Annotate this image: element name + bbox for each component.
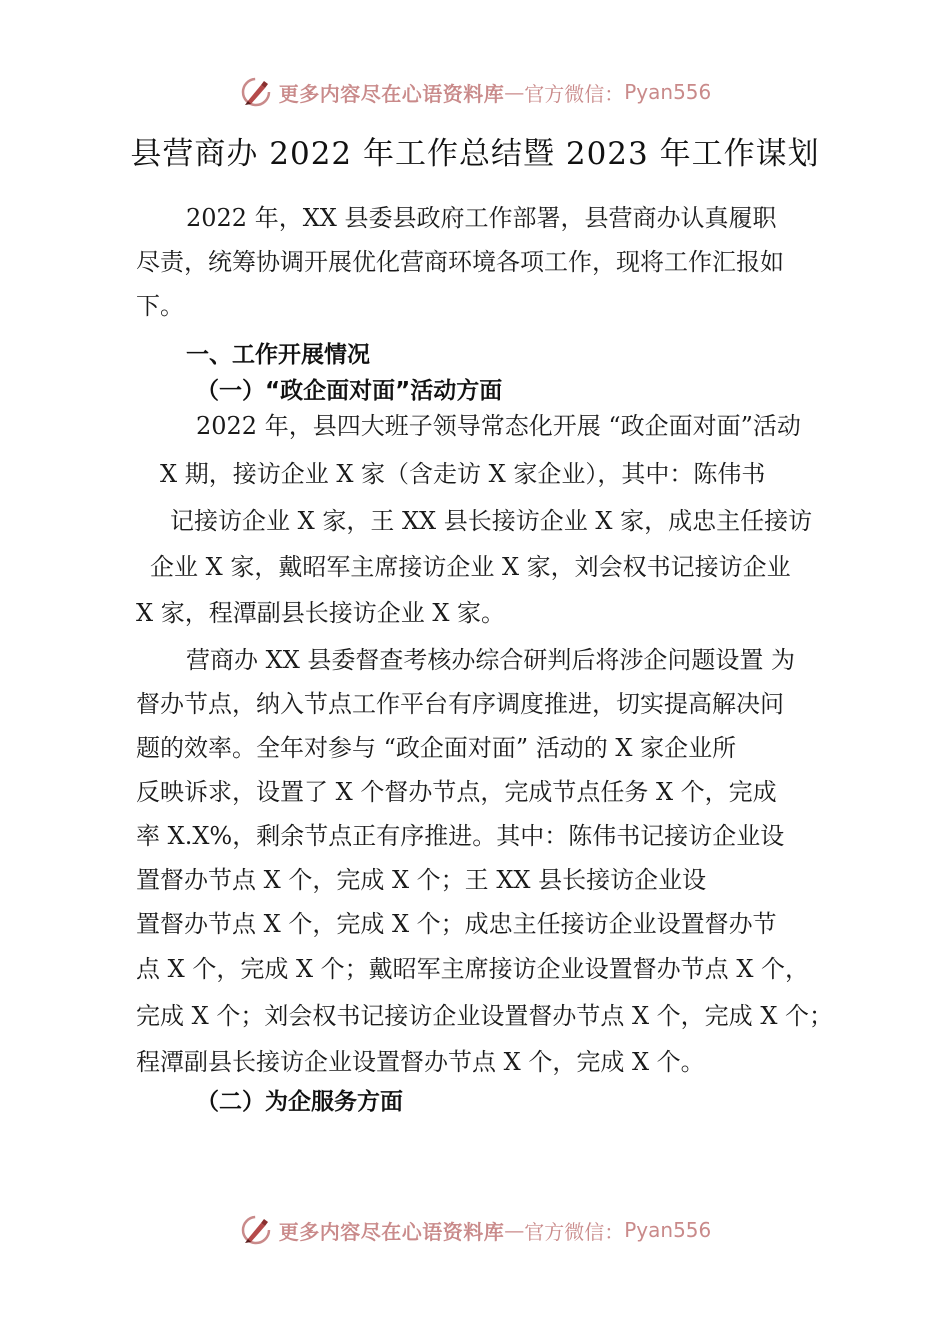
subsection-heading: （一）“政企面对面”活动方面	[196, 378, 503, 404]
para2-line: 反映诉求，设置了 X 个督办节点，完成节点任务 X 个，完成	[136, 778, 777, 806]
para1-line: X 家，程潭副县长接访企业 X 家。	[136, 599, 506, 627]
watermark-wechat-id: Pyan556	[624, 80, 712, 104]
para2-line: 营商办 XX 县委督查考核办综合研判后将涉企问题设置 为	[186, 646, 796, 674]
para2-line: 程潭副县长接访企业设置督办节点 X 个，完成 X 个。	[136, 1048, 705, 1076]
para1-line: 2022 年，县四大班子领导常态化开展 “政企面对面”活动	[196, 412, 801, 440]
para2-line: 完成 X 个；刘会权书记接访企业设置督办节点 X 个，完成 X 个；	[136, 1002, 834, 1030]
para2-line: 督办节点，纳入节点工作平台有序调度推进，切实提高解决问	[136, 690, 784, 718]
pen-logo-icon	[239, 75, 273, 109]
para1-line: 企业 X 家，戴昭军主席接访企业 X 家，刘会权书记接访企业	[150, 553, 791, 581]
watermark-wechat-label: 官方微信：	[524, 81, 625, 106]
intro-line: 下。	[136, 292, 184, 320]
watermark-banner-bottom	[0, 1210, 950, 1250]
para2-line: 点 X 个，完成 X 个；戴昭军主席接访企业设置督办节点 X 个，	[136, 955, 810, 983]
intro-line: 2022 年，XX 县委县政府工作部署，县营商办认真履职	[186, 204, 777, 232]
watermark-wechat-id: Pyan556	[624, 1218, 712, 1242]
watermark-separator: —	[504, 80, 525, 104]
watermark-text: 更多内容尽在心语资料库	[278, 1219, 505, 1244]
watermark-wechat-label: 官方微信：	[524, 1219, 625, 1244]
para2-line: 题的效率。全年对参与 “政企面对面” 活动的 X 家企业所	[136, 734, 737, 762]
watermark-separator: —	[504, 1218, 525, 1242]
para1-line: X 期，接访企业 X 家（含走访 X 家企业），其中：陈伟书	[160, 460, 766, 488]
para2-line: 置督办节点 X 个，完成 X 个；王 XX 县长接访企业设	[136, 866, 707, 894]
watermark-banner-top	[0, 72, 950, 112]
subsection-heading: （二）为企服务方面	[196, 1089, 403, 1115]
para1-line: 记接访企业 X 家，王 XX 县长接访企业 X 家，成忠主任接访	[170, 507, 813, 535]
pen-logo-icon	[239, 1213, 273, 1247]
para2-line: 置督办节点 X 个，完成 X 个；成忠主任接访企业设置督办节	[136, 910, 777, 938]
document-title: 县营商办 2022 年工作总结暨 2023 年工作谋划	[130, 136, 820, 172]
para2-line: 率 X.X%，剩余节点正有序推进。其中：陈伟书记接访企业设	[136, 822, 785, 850]
intro-line: 尽责，统筹协调开展优化营商环境各项工作，现将工作汇报如	[136, 248, 784, 276]
watermark-text: 更多内容尽在心语资料库	[278, 81, 505, 106]
section-heading: 一、工作开展情况	[186, 342, 370, 368]
